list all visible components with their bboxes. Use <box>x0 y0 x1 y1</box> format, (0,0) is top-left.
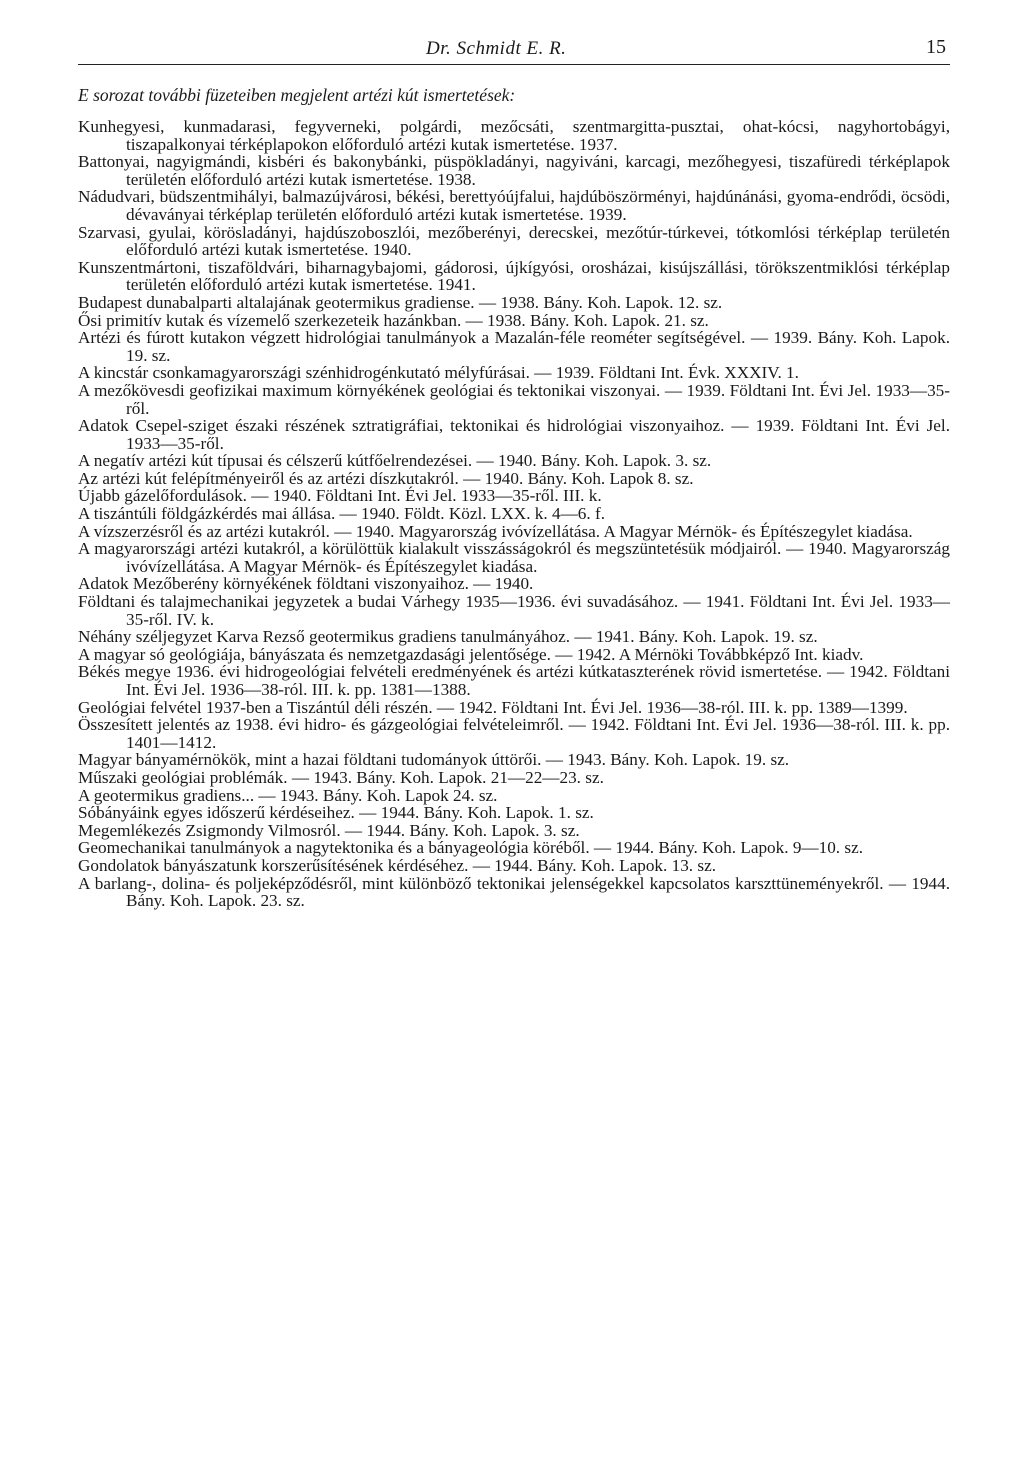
running-head: Dr. Schmidt E. R. <box>426 38 567 59</box>
publication-entry: Budapest dunabalparti altalajának geotermikus gradiense. — 1938. Bány. Koh. Lapok. 12. sz. <box>78 292 723 312</box>
publication-entry: Geomechanikai tanulmányok a nagytektonika és a bányageológia köréből. — 1944. Bány. Koh. Lapok. 9—10. sz. <box>78 838 864 858</box>
publication-entry: A tiszántúli földgázkérdés mai állása. — 1940. Földt. Közl. LXX. k. 4—6. f. <box>78 504 605 524</box>
publication-entry: Gondolatok bányászatunk korszerűsítésének kérdéséhez. — 1944. Bány. Koh. Lapok. 13. sz. <box>78 855 716 875</box>
publication-entry: Megemlékezés Zsigmondy Vilmosról. — 1944. Bány. Koh. Lapok. 3. sz. <box>78 820 580 840</box>
publication-entry: Földtani és talajmechanikai jegyzetek a budai Várhegy 1935—1936. évi suvadásához. — 1941. Földtani Int. Évi Jel. 1933—35-ről. IV. k. <box>78 592 950 629</box>
publication-entry: A magyarországi artézi kutakról, a körülöttük kialakult visszásságokról és megszüntetésük módjairól. — 1940. Magyarország ivóvízellátása. A Magyar Mérnök- és Építészegylet kiadása. <box>78 539 950 576</box>
publication-entry: Artézi és fúrott kutakon végzett hidrológiai tanulmányok a Mazalán-féle reométer segítségével. — 1939. Bány. Koh. Lapok. 19. sz. <box>78 328 950 365</box>
publication-entry: Az artézi kút felépítményeiről és az artézi díszkutakról. — 1940. Bány. Koh. Lapok 8. sz. <box>78 468 694 488</box>
publication-entry: Műszaki geológiai problémák. — 1943. Bány. Koh. Lapok. 21—22—23. sz. <box>78 767 604 787</box>
publication-entry: Újabb gázelőfordulások. — 1940. Földtani Int. Évi Jel. 1933—35-ről. III. k. <box>78 486 602 506</box>
publication-entry: Sóbányáink egyes időszerű kérdéseihez. — 1944. Bány. Koh. Lapok. 1. sz. <box>78 803 594 823</box>
publication-entry: Kunszentmártoni, tiszaföldvári, biharnagybajomi, gádorosi, újkígyósi, orosházai, kisújszállási, törökszentmiklósi térképlap területén előforduló artézi kutak ismertetése. 1941. <box>78 257 950 295</box>
publication-list <box>78 118 950 910</box>
publication-entry: A geotermikus gradiens... — 1943. Bány. Koh. Lapok 24. sz. <box>78 785 498 805</box>
publication-entry: Ősi primitív kutak és vízemelő szerkezeteik hazánkban. — 1938. Bány. Koh. Lapok. 21. sz. <box>78 310 709 330</box>
publication-entry: A magyar só geológiája, bányászata és nemzetgazdasági jelentősége. — 1942. A Mérnöki Továbbképző Int. kiadv. <box>78 644 864 664</box>
publication-entry: Geológiai felvétel 1937-ben a Tiszántúl déli részén. — 1942. Földtani Int. Évi Jel. 1936—38-ról. III. k. pp. 1389—1399. <box>78 697 908 717</box>
publication-entry: Magyar bányamérnökök, mint a hazai földtani tudományok úttörői. — 1943. Bány. Koh. Lapok. 19. sz. <box>78 750 790 770</box>
publication-entry: A negatív artézi kút típusai és célszerű kútfőelrendezései. — 1940. Bány. Koh. Lapok. 3. sz. <box>78 451 712 471</box>
series-intro: E sorozat további füzeteiben megjelent artézi kút ismertetések: <box>78 85 516 105</box>
publication-entry: Néhány széljegyzet Karva Rezső geotermikus gradiens tanulmányához. — 1941. Bány. Koh. Lapok. 19. sz. <box>78 627 818 647</box>
publication-entry: A vízszerzésről és az artézi kutakról. — 1940. Magyarország ivóvízellátása. A Magyar Mérnök- és Építészegylet kiadása. <box>78 521 913 541</box>
publication-entry: Szarvasi, gyulai, körösladányi, hajdúszoboszlói, mezőberényi, derecskei, mezőtúr-túrkevei, tótkomlósi térképlap területén előforduló artézi kutak ismertetése. 1940. <box>78 222 950 260</box>
publication-entry: Adatok Csepel-sziget északi részének sztratigráfiai, tektonikai és hidrológiai viszonyaihoz. — 1939. Földtani Int. Évi Jel. 1933—35-ről. <box>78 416 950 453</box>
publication-entry: A kincstár csonkamagyarországi szénhidrogénkutató mélyfúrásai. — 1939. Földtani Int. Évk. XXXIV. 1. <box>78 363 799 383</box>
publication-entry: A barlang-, dolina- és poljeképződésről, mint különböző tektonikai jelenségekkel kapcsolatos karszttüneményekről. — 1944. Bány. Koh. Lapok. 23. sz. <box>78 873 950 911</box>
page-header <box>78 34 950 65</box>
publication-entry: Adatok Mezőberény környékének földtani viszonyaihoz. — 1940. <box>78 574 534 594</box>
publication-entry: Kunhegyesi, kunmadarasi, fegyverneki, polgárdi, mezőcsáti, szentmargitta-pusztai, ohat-kócsi, nagyhortobágyi, tiszapalkonyai térképlapokon előforduló artézi kutak ismertetése. 1937. <box>78 117 950 154</box>
publication-entry: A mezőkövesdi geofizikai maximum környékének geológiai és tektonikai viszonyai. — 1939. Földtani Int. Évi Jel. 1933—35-ről. <box>78 380 950 418</box>
page-number: 15 <box>926 36 946 58</box>
publication-entry: Battonyai, nagyigmándi, kisbéri és bakonybánki, püspökladányi, nagyiváni, karcagi, mezőhegyesi, tiszafüredi térképlapok területén előforduló artézi kutak ismertetése. 1938. <box>78 152 950 189</box>
publication-entry: Békés megye 1936. évi hidrogeológiai felvételi eredményének és artézi kútkataszterének rövid ismertetése. — 1942. Földtani Int. Évi Jel. 1936—38-ról. III. k. pp. 1381—1388. <box>78 662 950 699</box>
publication-entry: Nádudvari, büdszentmihályi, balmazújvárosi, békési, berettyóújfalui, hajdúböszörményi, hajdúnánási, gyoma-endrődi, öcsödi, dévaványai térképlap területén előforduló artézi kutak ismertetése. 1939. <box>78 187 950 224</box>
publication-entry: Összesített jelentés az 1938. évi hidro- és gázgeológiai felvételeimről. — 1942. Földtani Int. Évi Jel. 1936—38-ról. III. k. pp. 1401—1412. <box>78 715 950 752</box>
